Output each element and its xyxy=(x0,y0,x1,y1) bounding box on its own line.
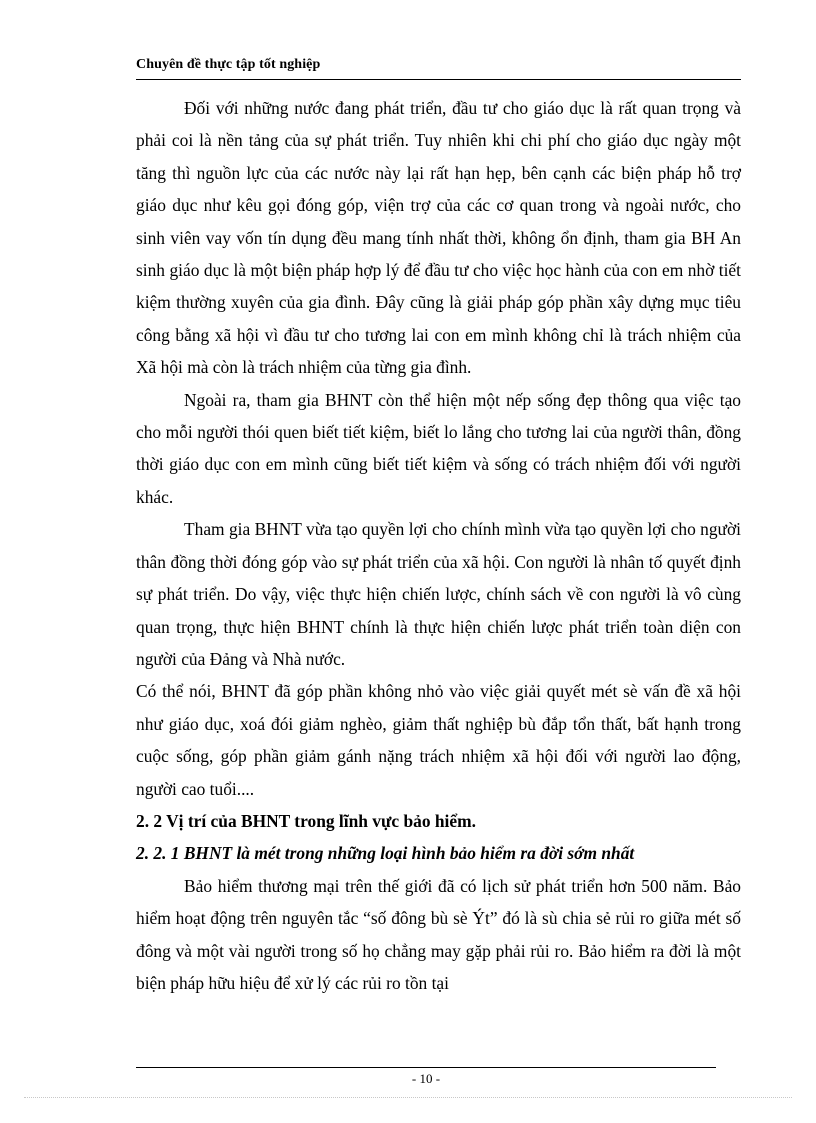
paragraph: Ngoài ra, tham gia BHNT còn thể hiện một nếp sống đẹp thông qua việc tạo cho mỗi người thói quen biết tiết kiệm, biết lo lắng cho tương lai của người thân, đồng thời giáo dục con em mình cũng biết tiết kiệm và sống có trách nhiệm đối với người khác. xyxy=(136,389,741,507)
page-number: - 10 - xyxy=(411,1071,441,1086)
document-body xyxy=(136,92,741,999)
paragraph: Có thể nói, BHNT đã góp phần không nhỏ vào việc giải quyết mét sè vấn đề xã hội như giáo dục, xoá đói giảm nghèo, giảm thất nghiệp bù đắp tổn thất, bất hạnh trong cuộc sống, góp phần giảm gánh nặng trách nhiệm xã hội đối với người lao động, người cao tuổi.... xyxy=(136,681,741,799)
paragraph: Tham gia BHNT vừa tạo quyền lợi cho chính mình vừa tạo quyền lợi cho người thân đồng thời đóng góp vào sự phát triển của xã hội. Con người là nhân tố quyết định sự phát triển. Do vậy, việc thực hiện chiến lược, chính sách về con người là vô cùng quan trọng, thực hiện BHNT chính là thực hiện chiến lược phát triển toàn diện con người của Đảng và Nhà nước. xyxy=(136,519,741,669)
page-break-line xyxy=(24,1097,792,1098)
subsection-heading: 2. 2. 1 BHNT là mét trong những loại hình bảo hiểm ra đời sớm nhất xyxy=(136,843,635,864)
footer-divider xyxy=(136,1067,716,1068)
section-heading: 2. 2 Vị trí của BHNT trong lĩnh vực bảo hiểm. xyxy=(136,810,476,831)
page-header: Chuyên đề thực tập tốt nghiệp xyxy=(136,57,741,80)
paragraph: Đối với những nước đang phát triển, đầu tư cho giáo dục là rất quan trọng và phải coi là nền tảng của sự phát triển. Tuy nhiên khi chi phí cho giáo dục ngày một tăng thì nguồn lực của các nước này lại rất hạn hẹp, bên cạnh các biện pháp hỗ trợ giáo dục như kêu gọi đóng góp, viện trợ của các cơ quan trong và ngoài nước, cho sinh viên vay vốn tín dụng đều mang tính nhất thời, không ổn định, tham gia BH An sinh giáo dục là một biện pháp hợp lý để đầu tư cho việc học hành của con em nhờ tiết kiệm thường xuyên của gia đình. Đây cũng là giải pháp góp phần xây dựng mục tiêu công bằng xã hội vì đầu tư cho tương lai con em mình không chỉ là trách nhiệm của Xã hội mà còn là trách nhiệm của từng gia đình. xyxy=(136,98,741,378)
paragraph: Bảo hiểm thương mại trên thế giới đã có lịch sử phát triển hơn 500 năm. Bảo hiểm hoạt động trên nguyên tắc “số đông bù sè Ýt” đó là sù chia sẻ rủi ro giữa mét số đông và một vài người trong số họ chẳng may gặp phải rủi ro. Bảo hiểm ra đời là một biện pháp hữu hiệu để xử lý các rủi ro tồn tại xyxy=(136,875,741,993)
